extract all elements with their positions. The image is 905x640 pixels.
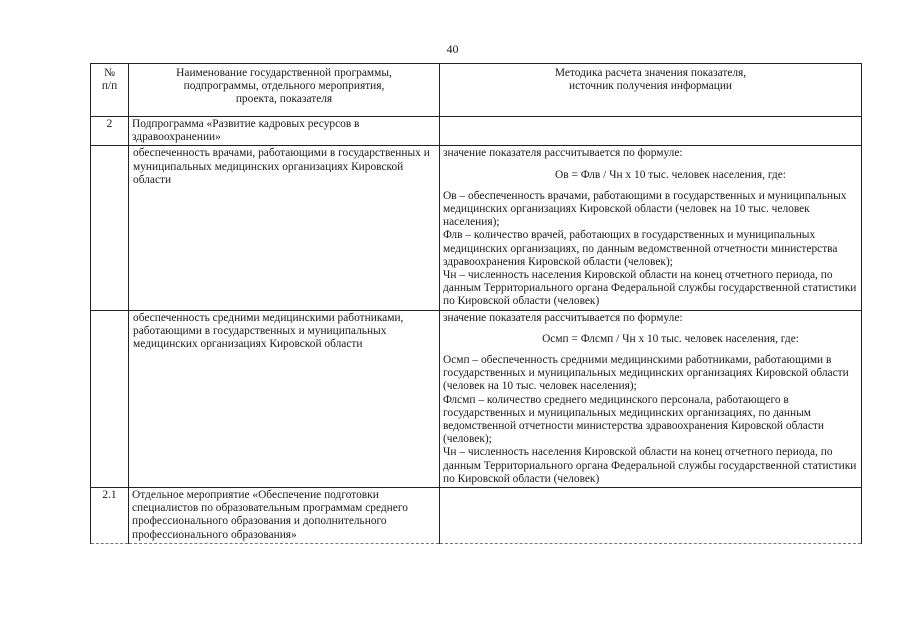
method-desc-line: Чн – численность населения Кировской области на конец отчетного периода, по данным Территориального органа Федеральной службы государственной статистики по Кировской области (человек): [443, 269, 857, 308]
table-row: [91, 488, 862, 544]
table-row: [91, 117, 862, 146]
header-number: № п/п: [91, 64, 129, 117]
formula: Осмп = Флсмп / Чн х 10 тыс. человек населения, где:: [542, 332, 799, 345]
page-number: 40: [446, 42, 459, 56]
row-number: 2.1: [91, 488, 129, 544]
method-desc-line: Чн – численность населения Кировской области на конец отчетного периода, по данным Территориального органа Федеральной службы государственной статистики по Кировской области (человек): [443, 446, 857, 485]
row-method-empty: [440, 488, 862, 544]
method-cell: [440, 146, 862, 310]
method-cell: [440, 310, 862, 487]
table-row: [91, 146, 862, 310]
indicator-name: обеспеченность врачами, работающими в государственных и муниципальных медицинских организациях Кировской области: [129, 146, 440, 310]
formula: Ов = Флв / Чн х 10 тыс. человек населения, где:: [555, 168, 786, 181]
subprogram-name: Подпрограмма «Развитие кадровых ресурсов в здравоохранении»: [129, 117, 440, 146]
method-desc-line: Осмп – обеспеченность средними медицинскими работниками, работающими в государственных и муниципальных медицинских организациях Кировской области (человек на 10 тыс. человек населения);: [443, 354, 849, 393]
row-method-empty: [440, 117, 862, 146]
table-header-row: [91, 64, 862, 117]
row-number: 2: [91, 117, 129, 146]
table-row: [91, 310, 862, 487]
activity-name: Отдельное мероприятие «Обеспечение подготовки специалистов по образовательным программам среднего профессионального образования и дополнительного профессионального образования»: [129, 488, 440, 544]
method-desc-line: Ов – обеспеченность врачами, работающими в государственных и муниципальных медицинских организациях Кировской области (человек на 10 тыс. человек населения);: [443, 189, 847, 229]
indicator-name: обеспеченность средними медицинскими работниками, работающими в государственных и муниципальных медицинских организациях Кировской области: [129, 310, 440, 487]
row-number-empty: [91, 146, 129, 310]
method-intro: значение показателя рассчитывается по формуле:: [443, 147, 683, 160]
method-intro: значение показателя рассчитывается по формуле:: [443, 311, 683, 324]
indicator-table: [90, 63, 862, 544]
header-method: Методика расчета значения показателя, источник получения информации: [440, 64, 862, 117]
row-number-empty: [91, 310, 129, 487]
method-desc-line: Флсмп – количество среднего медицинского персонала, работающего в государственных и муниципальных медицинских организациях, по данным ведомственной отчетности министерства здравоохранения Кировской области (человек);: [443, 393, 824, 446]
header-name: Наименование государственной программы, подпрограммы, отдельного мероприятия, проекта, показателя: [129, 64, 440, 117]
method-desc-line: Флв – количество врачей, работающих в государственных и муниципальных медицинских организациях, по данным ведомственной отчетности министерства здравоохранения Кировской области (человек);: [443, 229, 838, 268]
